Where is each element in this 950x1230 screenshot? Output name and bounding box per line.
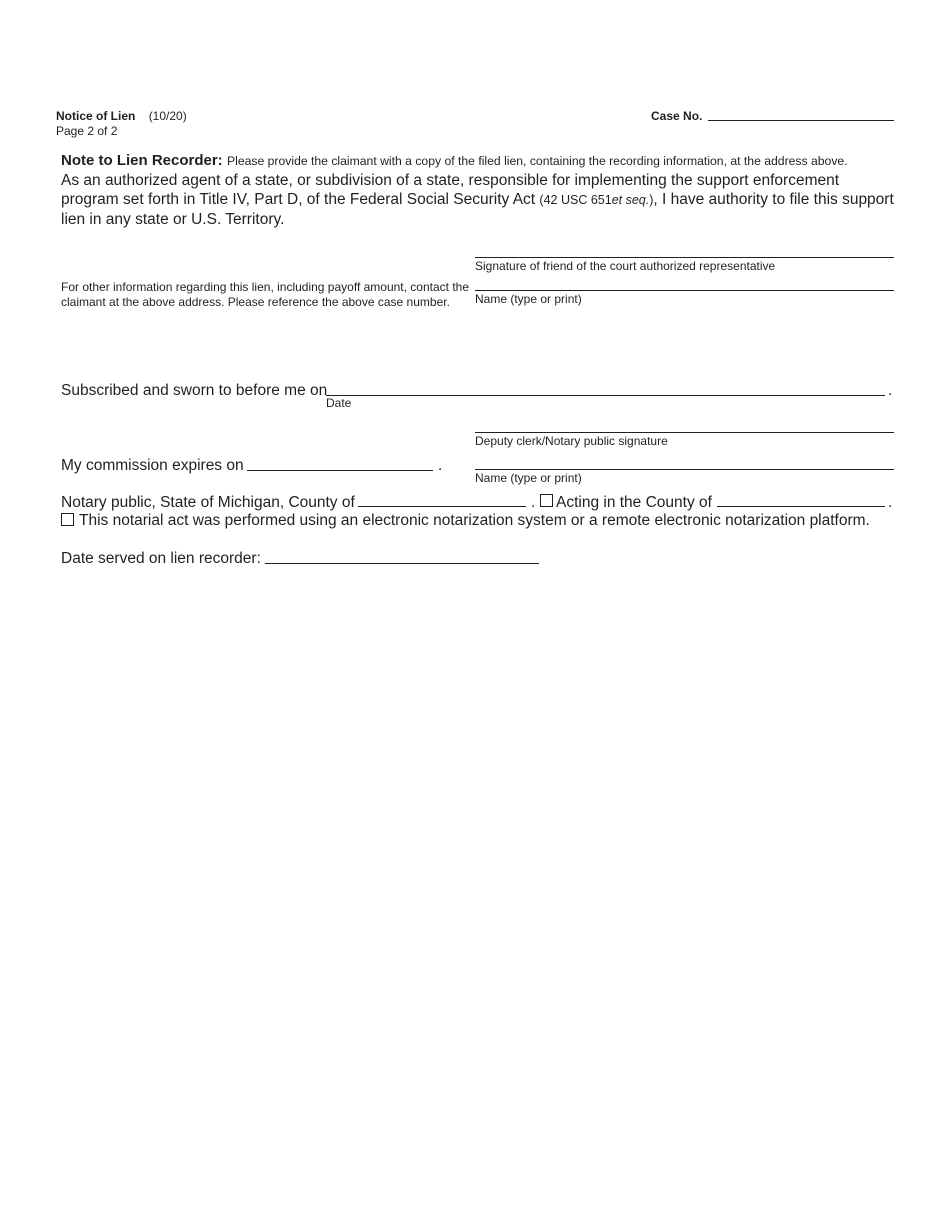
- acting-county-checkbox[interactable]: [540, 494, 553, 507]
- case-no-label: Case No.: [651, 109, 703, 123]
- page-number: Page 2 of 2: [56, 124, 118, 138]
- authority-text-1: As an authorized agent of a state, or subdivision of a state, responsible for implementing the support enforcement program set forth in Title IV, Part D, of the Federal Social Security Act: [61, 172, 840, 208]
- authority-citation: (42 USC 651et seq.): [539, 193, 654, 207]
- sworn-date-label: Date: [326, 396, 352, 410]
- rep-signature-field[interactable]: [475, 257, 894, 258]
- form-title: Notice of Lien: [56, 109, 136, 123]
- case-no-field[interactable]: [708, 120, 894, 121]
- sworn-label: Subscribed and sworn to before me on: [61, 382, 328, 399]
- rep-name-field[interactable]: [475, 290, 894, 291]
- notary-name-label: Name (type or print): [475, 471, 582, 485]
- acting-county-period: .: [888, 494, 893, 511]
- county-field[interactable]: [358, 506, 526, 507]
- date-served-field[interactable]: [265, 563, 539, 564]
- note-and-authority: [61, 151, 901, 229]
- sworn-period: .: [888, 382, 893, 399]
- note-text: Please provide the claimant with a copy of the filed lien, containing the recording information, at the address above.: [227, 154, 848, 168]
- electronic-notarization-checkbox[interactable]: [61, 513, 74, 526]
- date-served-label: Date served on lien recorder:: [61, 550, 261, 567]
- note-label: Note to Lien Recorder:: [61, 152, 223, 169]
- rep-signature-label: Signature of friend of the court authorized representative: [475, 259, 776, 273]
- electronic-notarization-label: This notarial act was performed using an electronic notarization system or a remote electronic notarization platform.: [79, 512, 870, 529]
- notary-signature-field[interactable]: [475, 432, 894, 433]
- sworn-date-field[interactable]: [326, 395, 885, 396]
- commission-label: My commission expires on: [61, 457, 244, 474]
- county-period: .: [531, 494, 536, 511]
- county-label: Notary public, State of Michigan, County of: [61, 494, 355, 511]
- commission-period: .: [438, 457, 443, 474]
- other-info-text: For other information regarding this lien, including payoff amount, contact the claimant at the above address. Please reference the above case number.: [61, 280, 470, 309]
- rep-name-label: Name (type or print): [475, 292, 582, 306]
- form-version: (10/20): [148, 109, 187, 123]
- acting-county-field[interactable]: [717, 506, 885, 507]
- commission-date-field[interactable]: [247, 470, 433, 471]
- notary-name-field[interactable]: [475, 469, 894, 470]
- notary-signature-label: Deputy clerk/Notary public signature: [475, 434, 668, 448]
- authority-text-2: , I have authority to file this support lien in any state or U.S. Territory.: [61, 191, 894, 228]
- acting-county-label: Acting in the County of: [556, 494, 712, 511]
- form-title-block: [56, 109, 187, 123]
